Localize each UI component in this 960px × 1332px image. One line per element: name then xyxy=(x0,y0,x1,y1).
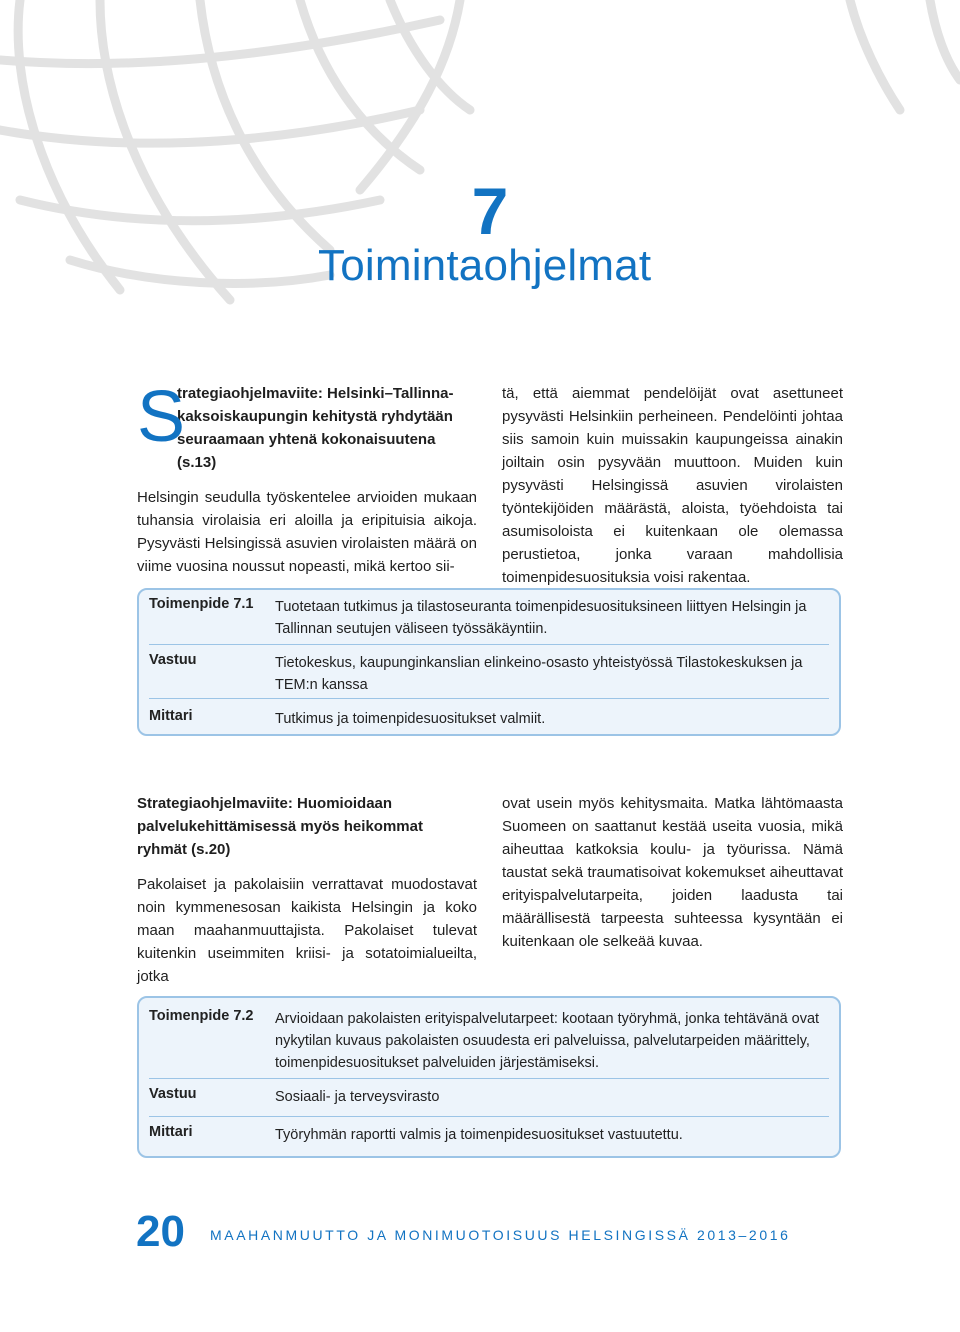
section2-left-body: Pakolaiset ja pakolaisiin verrattavat muodostavat noin kymmenesosan kaikista Helsingin ja koko maan maahanmuuttajista. Pakolaiset tulevat kuitenkin useimmiten kriisi- ja sotatoimialueilta, jotka xyxy=(137,876,477,985)
measure-text: Arvioidaan pakolaisten erityispalvelutarpeet: kootaan työryhmä, jonka tehtävänä ovat nykytilan kuvaus pakolaisten osuudesta eri palveluissa, palvelutarpeiden määrittely, toimenpidesuositukset palveluiden järjestämiseksi. xyxy=(275,1011,820,1071)
section1-left-body: Helsingin seudulla työskentelee arvioiden mukaan tuhansia virolaisia eri aloilla ja eripituisia aikoja. Pysyvästi Helsingissä asuvien virolaisten määrä on viime vuosina noussut nopeasti, mikä kertoo sii- xyxy=(137,489,477,575)
row-divider xyxy=(149,1116,829,1117)
indicator-label: Mittari xyxy=(149,1124,193,1140)
chapter-number: 7 xyxy=(471,174,509,248)
responsibility-label: Vastuu xyxy=(149,1086,197,1102)
responsibility-text: Sosiaali- ja terveysvirasto xyxy=(275,1089,440,1105)
indicator-text: Työryhmän raportti valmis ja toimenpidesuositukset vastuutettu. xyxy=(275,1127,683,1143)
measure-label: Toimenpide 7.2 xyxy=(149,1008,254,1024)
section2-right-body: ovat usein myös kehitysmaita. Matka lähtömaasta Suomeen on saattanut kestää useita vuosia, mikä aiheuttaa katkoksia koulu- ja työurissa. Nämä taustat sekä traumatisoivat kokemukset aiheuttavat erityispalvelutarpeita, joiden laadusta tai määrällisestä tarpeesta suhteessa kysyntään ei kuitenkaan ole selkeää kuvaa. xyxy=(502,795,843,950)
page-number: 20 xyxy=(136,1207,185,1256)
publication-title: MAAHANMUUTTO JA MONIMUOTOISUUS HELSINGISSÄ 2013–2016 xyxy=(210,1227,791,1243)
measure-box-7-2 xyxy=(137,996,841,1158)
measure-box-7-1 xyxy=(137,588,841,736)
section2-right-column xyxy=(502,792,843,953)
indicator-text: Tutkimus ja toimenpidesuositukset valmiit. xyxy=(275,711,546,727)
dropcap-letter: S xyxy=(137,377,186,457)
responsibility-text: Tietokeskus, kaupunginkanslian elinkeino-osasto yhteistyössä Tilastokeskuksen ja TEM:n kanssa xyxy=(275,655,803,693)
section1-heading: trategiaohjelmaviite: Helsinki–Tallinnakaksoiskaupungin kehitystä ryhdytään seuraamaan yhtenä kokonaisuutena (s.13) xyxy=(177,385,454,471)
section1-right-body: tä, että aiemmat pendelöijät ovat asettuneet pysyvästi Helsinkiin perheineen. Pendelöinti johtaa siis samoin kuin muissakin kaupungeissa ainakin joiltain osin pysyvään muuttoon. Muiden kuin pysyvästi Helsingissä asuvien virolaisten työntekijöiden määrästä, aloista, työehdoista tai asumisoloista ei kuitenkaan ole olemassa perustietoa, jonka varaan mahdollisia toimenpidesuosituksia voisi rakentaa. xyxy=(502,385,843,586)
row-divider xyxy=(149,644,829,645)
chapter-title: Toimintaohjelmat xyxy=(318,241,652,290)
section1-heading-block xyxy=(137,377,477,474)
measure-text: Tuotetaan tutkimus ja tilastoseuranta toimenpidesuosituksineen liittyen Helsingin ja Tallinnan seutujen väliseen työssäkäyntiin. xyxy=(275,599,807,637)
section1-right-column xyxy=(502,382,843,589)
section2-heading: Strategiaohjelmaviite: Huomioidaan palvelukehittämisessä myös heikommat ryhmät (s.20) xyxy=(137,795,423,858)
measure-label: Toimenpide 7.1 xyxy=(149,596,254,612)
row-divider xyxy=(149,1078,829,1079)
indicator-label: Mittari xyxy=(149,708,193,724)
row-divider xyxy=(149,698,829,699)
section2-left-column xyxy=(137,792,477,988)
section1-left-column xyxy=(137,377,477,578)
responsibility-label: Vastuu xyxy=(149,652,197,668)
